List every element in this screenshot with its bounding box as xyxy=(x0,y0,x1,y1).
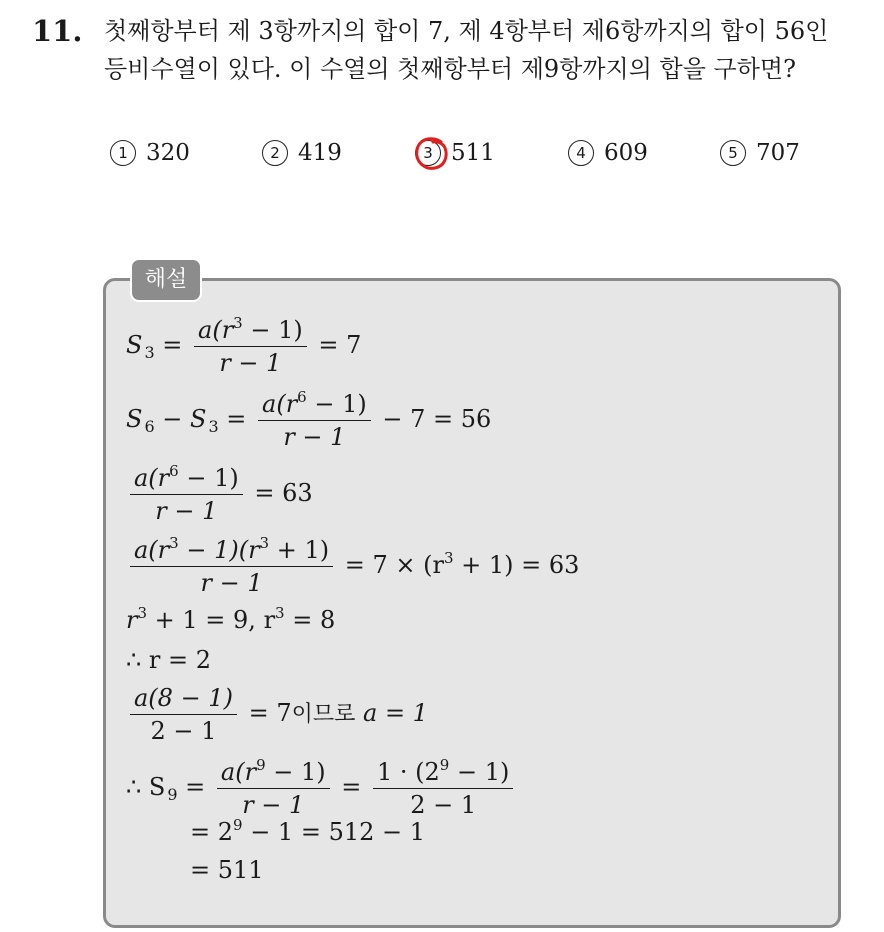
solution-step-7: $\frac{a(8 - 1)}{2 - 1}$ = 7이므로 a = 1 xyxy=(126,684,428,745)
answer-circle-mark xyxy=(411,134,451,174)
solution-step-3: $\frac{a(r^6 - 1)}{r - 1}$ = 63 xyxy=(126,464,313,525)
choice-value: 320 xyxy=(146,140,190,166)
choice-1[interactable] xyxy=(110,140,190,166)
question-text xyxy=(104,12,874,88)
solution-step-8: ∴ S $_9$ = $\frac{a(r^9 - 1)}{r - 1}$ = $\frac{1 \cdot (2^9 - 1)}{2 - 1}$ xyxy=(126,758,517,819)
choice-value: 511 xyxy=(451,140,495,166)
choice-2[interactable] xyxy=(262,140,342,166)
choice-number: 5 xyxy=(720,140,746,166)
choice-3[interactable] xyxy=(415,140,495,166)
choice-number: 2 xyxy=(262,140,288,166)
answer-choices xyxy=(110,140,830,176)
choice-value: 609 xyxy=(604,140,648,166)
choice-5[interactable] xyxy=(720,140,800,166)
solution-step-2: S $_6$ − S $_3$ = $\frac{a(r^6 - 1)}{r - 1}$ − 7 = 56 xyxy=(126,388,492,451)
solution-step-1: S $_3$ = $\frac{a(r^3 - 1)}{r - 1}$ = 7 xyxy=(126,314,362,377)
question-line-2: 등비수열이 있다. 이 수열의 첫째항부터 제9항까지의 합을 구하면? xyxy=(104,55,796,83)
choice-value: 707 xyxy=(756,140,800,166)
choice-number: 4 xyxy=(568,140,594,166)
solution-step-5: $r^3 + 1 = 9$, $r^3 = 8$ xyxy=(126,604,336,634)
solution-step-10: = 511 xyxy=(190,856,264,884)
solution-step-6: ∴ r = 2 xyxy=(126,646,212,674)
question-line-1: 첫째항부터 제 3항까지의 합이 7, 제 4항부터 제6항까지의 합이 56인 xyxy=(104,17,829,45)
solution-step-4: $\frac{a(r^3 - 1)(r^3 + 1)}{r - 1}$ = $7 \times (r^3 + 1) = 63$ xyxy=(126,536,579,597)
choice-number: 3 xyxy=(415,140,441,166)
solution-label: 해설 xyxy=(130,258,202,302)
question-number: 11. xyxy=(32,14,83,48)
choice-value: 419 xyxy=(298,140,342,166)
choice-4[interactable] xyxy=(568,140,648,166)
choice-number: 1 xyxy=(110,140,136,166)
solution-step-9: = $2^9 - 1 = 512 - 1$ xyxy=(190,816,426,846)
